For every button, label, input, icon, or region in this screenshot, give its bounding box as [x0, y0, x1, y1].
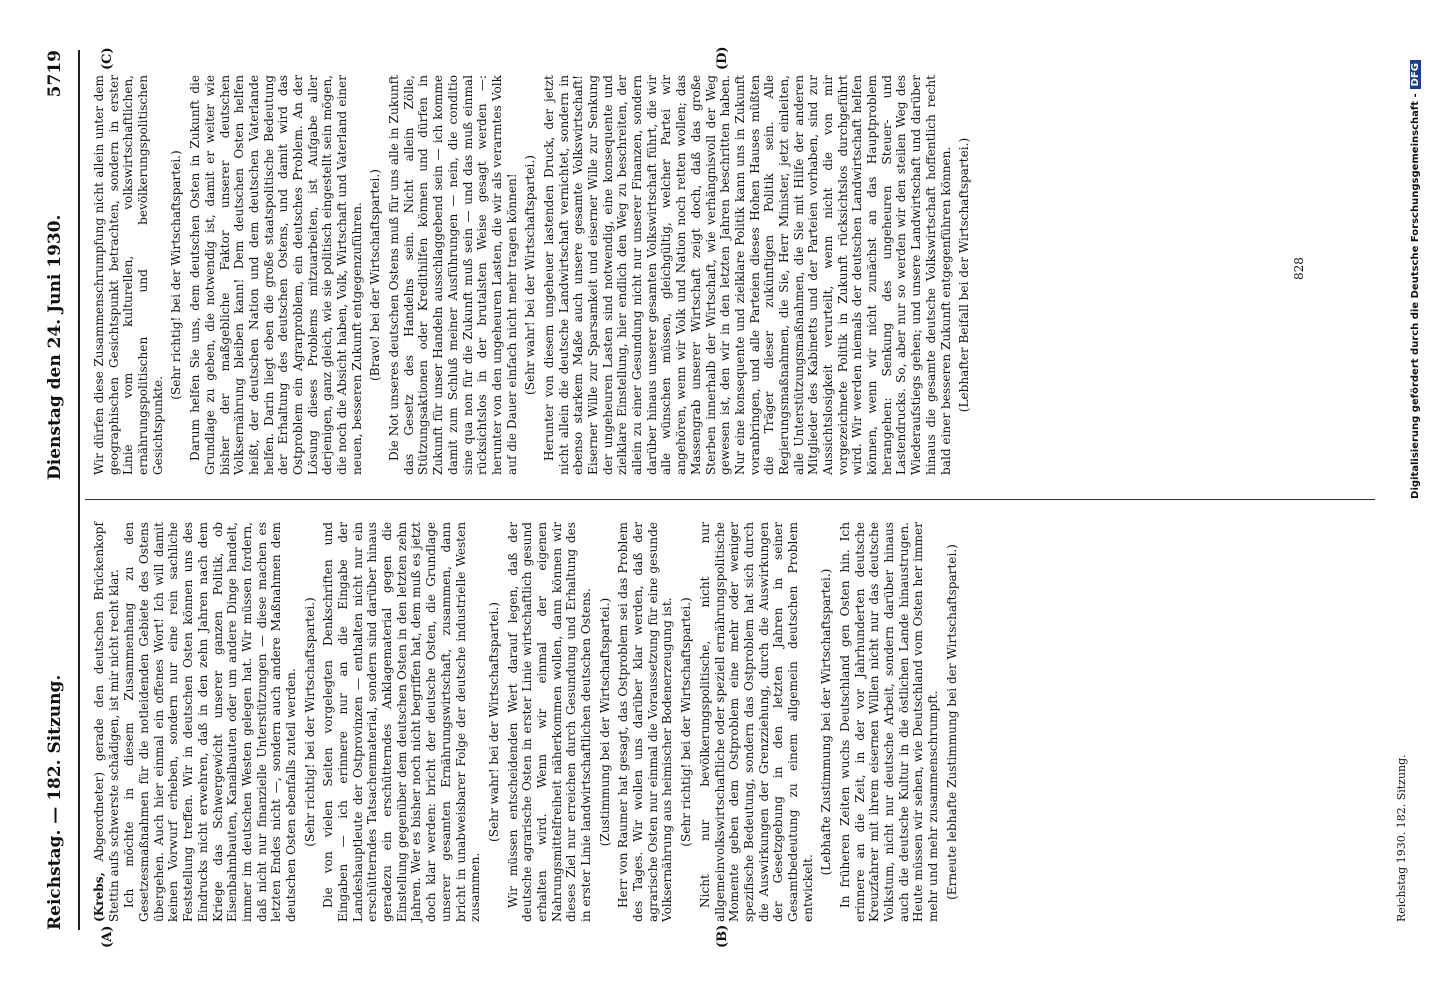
header-date: Dienstag den 24. Juni 1930. [45, 214, 65, 480]
applause-note: (Zustimmung bei der Wirtschaftspartei.) [597, 597, 612, 847]
speech-paragraph [542, 75, 953, 475]
paragraph-text: Abgeordneter) gerade den deutschen Brückenkopf Stettin aufs schwerste schädigen, ist mir nicht recht klar. [92, 522, 121, 922]
applause-note: (Erneute lebhafte Zustimmung bei der Wirtschaftspartei.) [944, 544, 959, 900]
paragraph-text: Die Not unseres deutschen Ostens muß für uns alle in Zukunft das Gesetz des Handelns sein. Nicht allein Zölle, Stützungsaktionen oder Kredithilfen können und dürfen in Zukunft für unser Handeln ausschlaggebend sein — ich komme damit zum Schluß meiner Ausführungen — nein, die conditio sine qua non für die Zukunft muß sein — und das muß einmal rücksichtslos in der brutalsten Weise gesagt werden —: herunter von den ungeheuren Lasten, die wir als verarmtes Volk auf die Dauer einfach nicht mehr tragen können! [387, 75, 519, 475]
applause-note: (Sehr richtig! bei der Wirtschaftspartei.) [169, 150, 184, 400]
paragraph-text: Darum helfen Sie uns, dem deutschen Osten in Zukunft die Grundlage zu geben, die notwendig ist, damit er weiter wie bisher der maßgebliche Faktor unserer deutschen Volksernährung bleiben kann! Dem deutschen Osten helfen heißt, der deutschen Nation und dem deutschen Vaterlande helfen. Darin liegt eben die große staatspolitische Bedeutung der Erhaltung des deutschen Ostens, und damit wird das Ostproblem ein Agrarproblem, ein deutsches Problem. An der Lösung dieses Problems mitzuarbeiten, ist Aufgabe aller derjenigen, ganz gleich, wie sie politisch eingestellt sein mögen, die noch die Absicht haben, Volk, Wirtschaft und Vaterland einer neuen, besseren Zukunft entgegenzuführen. [188, 75, 364, 475]
speech-paragraph [92, 522, 121, 922]
speech-paragraph [188, 75, 364, 475]
footer-session: Reichstag 1930. 182. Sitzung. [1395, 754, 1408, 922]
speech-paragraph [838, 522, 941, 922]
applause-note: (Sehr wahr! bei der Wirtschaftspartei.) [523, 155, 538, 395]
paragraph-text: Ich möchte in diesem Zusammenhang zu den Gesetzesmaßnahmen für die notleidenden Gebiete des Ostens übergehen. Auch hier einmal ein offenes Wort! Ich will damit keinen Vorwurf erheben, sondern nur eine rein sachliche Feststellung treffen. Wir in deutschen Osten können uns des Eindrucks nicht erwehren, daß in den zehn Jahren nach dem Kriege das Schwergewicht unserer ganzen Politik, ob Eisenbahnbauten, Kanalbauten oder um andere Dinge handelt, immer im deutschen Westen gelegen hat. Wir müssen fordern, daß nicht nur finanzielle Unterstützungen — diese machen es letzten Endes nicht —, sondern auch andere Maßnahmen dem deutschen Osten ebenfalls zuteil werden. [122, 522, 298, 922]
digitization-credit [1410, 60, 1421, 930]
page-header [45, 50, 73, 930]
margin-letter-a: (A) [100, 925, 115, 948]
speech-paragraph [122, 522, 298, 922]
margin-letter-b: (B) [715, 924, 730, 948]
margin-letter-c: (C) [100, 47, 115, 70]
speech-paragraph [387, 75, 519, 475]
applause-note: (Sehr richtig! bei der Wirtschaftspartei.) [302, 597, 317, 847]
margin-letter-d: (D) [715, 46, 730, 70]
left-column [92, 522, 964, 922]
applause-note: (Lebhafter Beifall bei der Wirtschaftspartei.) [957, 137, 972, 413]
bottom-page-number: 828 [1292, 257, 1306, 280]
applause-note: (Sehr richtig! bei der Wirtschaftspartei.) [679, 597, 694, 847]
applause-note: (Bravo! bei der Wirtschaftspartei.) [368, 169, 383, 381]
header-page-number: 5719 [45, 50, 65, 98]
speech-paragraph [321, 522, 483, 922]
dfg-logo: DFG [1410, 60, 1421, 89]
applause-note: (Lebhafte Zustimmung bei der Wirtschaftspartei.) [819, 568, 834, 876]
paragraph-text: Herunter von diesem ungeheuer lastenden Druck, der jetzt nicht allein die deutsche Landwirtschaft vernichtet, sondern in ebenso starkem Maße auch unsere gesamte Volkswirtschaft! Eiserner Wille zur Sparsamkeit und eiserner Wille zur Senkung der ungeheuren Lasten sind notwendig, eine konsequente und zielklare Einstellung, hier endlich den Weg zu beschreiten, der allein zu einer Gesundung nicht nur unserer Finanzen, sondern darüber hinaus unserer gesamten Volkswirtschaft führt, die wir alle wünschen müssen, gleichgültig, welcher Partei wir angehören, wenn wir Volk und Nation noch retten wollen; das Massengrab unserer Wirtschaft zeigt doch, daß das große Sterben innerhalb der Wirtschaft, wie verhängnisvoll der Weg gewesen ist, den wir in den letzten Jahren beschritten haben. Nur eine konsequente und zielklare Politik kann uns in Zukunft voranbringen, und alle Parteien dieses Hohen Hauses müßten die Träger dieser zukünftigen Politik sein. Alle Regierungsmaßnahmen, die Sie, Herr Minister, jetzt einleiten, alle Unterstützungsmaßnahmen, die Sie mit Hilfe der anderen Mitglieder des Kabinetts und der Parteien vorhaben, sind zur Aussichtslosigkeit verurteilt, wenn nicht die von mir vorgezeichnete Politik in Zukunft rücksichtslos durchgeführt wird. Wir werden niemals der deutschen Landwirtschaft helfen können, wenn wir nicht zunächst an das Hauptproblem herangehen: Senkung des ungeheuren Steuer- und Lastendrucks. So, aber nur so werden wir den steilen Weg des Wiederaufstiegs gehen; und unsere Landwirtschaft und darüber hinaus die gesamte deutsche Volkswirtschaft hoffentlich recht bald einer besseren Zukunft entgegenführen können. [541, 75, 953, 475]
speech-paragraph [698, 522, 816, 922]
column-divider [85, 499, 1375, 500]
paragraph-text: Wir dürfen diese Zusammenschrumpfung nicht allein unter dem geographischen Gesichtspunkt betrachten, sondern in erster Linie vom kulturellen, volkswirtschaftlichen, ernährungspolitischen und bevölkerungspolitischen Gesichtspunkte. [92, 75, 165, 475]
speech-paragraph [92, 75, 165, 475]
applause-note: (Sehr wahr! bei der Wirtschaftspartei.) [486, 602, 501, 842]
header-rule [78, 50, 80, 930]
header-session-title: Reichstag. — 182. Sitzung. [45, 674, 65, 930]
right-column [92, 75, 976, 475]
paragraph-text: Nicht nur bevölkerungspolitische, nicht nur allgemeinvolkswirtschaftliche oder speziell ernährungspolitische Momente geben dem Ostproblem eine mehr oder weniger spezifische Bedeutung, sondern das Ostproblem hat sich durch die Auswirkungen der Grenzziehung, durch die Auswirkungen der Gesetzgebung in den letzten Jahren in seiner Gesamtbedeutung zu einem allgemein deutschen Problem entwickelt. [697, 522, 815, 922]
credit-text: Digitalisierung gefördert durch die Deutsche Forschungsgemeinschaft - [1410, 93, 1421, 499]
paragraph-text: Herr von Raumer hat gesagt, das Ostproblem sei das Problem des Tages. Wir wollen uns darüber klar werden, daß der agrarische Osten nur einmal die Voraussetzung für eine gesunde Volksernährung aus heimischer Bodenerzeugung ist. [616, 522, 675, 922]
paragraph-text: Die von vielen Seiten vorgelegten Denkschriften und Eingaben — ich erinnere nur an die Eingabe der Landeshauptleute der Ostprovinzen — enthalten nicht nur ein erschütterndes Tatsachenmaterial, sondern sind darüber hinaus geradezu ein erschütterndes Anklagematerial gegen die Einstellung gegenüber dem deutschen Osten in den letzten zehn Jahren. Wer es bisher noch nicht begriffen hat, dem muß es jetzt doch klar werden: bricht der deutsche Osten, die Grundlage unserer gesamten Ernährungswirtschaft, zusammen, dann bricht in unabweisbarer Folge der deutsche industrielle Westen zusammen. [321, 522, 483, 922]
paragraph-text: Wir müssen entscheidenden Wert darauf legen, daß der deutsche agrarische Osten in erster Linie wirtschaftlich gesund erhalten wird. Wenn wir einmal der eigenen Nahrungsmittelfreiheit näherkommen wollen, dann können wir dieses Ziel nur erreichen durch Gesundung und Erhaltung des in erster Linie landwirtschaftlichen deutschen Ostens. [505, 522, 593, 922]
speech-paragraph [616, 522, 675, 922]
speech-paragraph [506, 522, 594, 922]
speaker-name: (Krebs, [92, 872, 106, 922]
paragraph-text: In früheren Zeiten wuchs Deutschland gen Osten hin. Ich erinnere an die Zeit, in der vor Jahrhunderten deutsche Kreuzfahrer mit ihrem eisernen Willen nicht nur das deutsche Volkstum, nicht nur deutsche Arbeit, sondern darüber hinaus auch die deutsche Kultur in die östlichen Lande hinaustrugen. Heute müssen wir sehen, wie Deutschland vom Osten her immer mehr und mehr zusammenschrumpft. [838, 522, 941, 922]
